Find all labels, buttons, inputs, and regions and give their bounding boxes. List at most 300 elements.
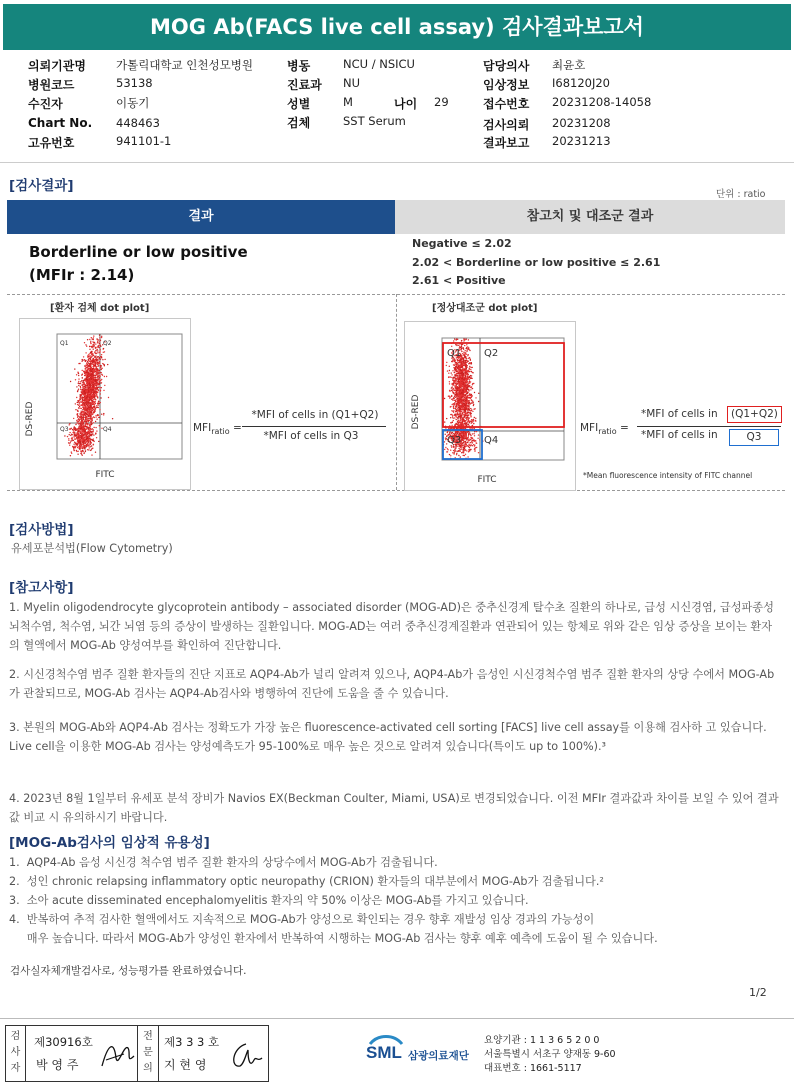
dot: [86, 392, 87, 393]
note-2: 2. 시신경척수염 범주 질환 환자들의 진단 지표로 AQP4-Ab가 널리 알려져 있으나, AQP4-Ab가 음성인 시신경척수염 범주 질환 환자의 상당 수에서 MOG-Ab가 관찰되므로, MOG-Ab 검사는 AQP4-Ab검사와 병행하여 진단에 도움을 줄 수 있습니다.: [9, 668, 775, 700]
dot: [451, 422, 452, 423]
dot: [461, 446, 462, 447]
org-address: 서울특별시 서초구 양재동 9-60: [484, 1049, 616, 1060]
dot: [93, 339, 94, 340]
dot: [88, 371, 89, 372]
dot: [91, 406, 92, 407]
dot: [80, 387, 81, 388]
dot: [460, 418, 461, 419]
patient-q4-label: Q4: [103, 426, 112, 433]
inspector-label: [6, 1026, 26, 1081]
dot: [92, 360, 93, 361]
dot: [96, 385, 97, 386]
dot: [97, 403, 98, 404]
dot: [457, 390, 458, 391]
dot: [466, 439, 467, 440]
dot: [447, 370, 448, 371]
dot: [465, 424, 466, 425]
formula2-denominator-prefix: *MFI of cells in: [641, 429, 718, 441]
dot: [459, 384, 460, 385]
dot: [83, 380, 84, 381]
dot: [89, 420, 90, 421]
dot: [455, 415, 456, 416]
dot: [456, 364, 457, 365]
dot: [83, 431, 84, 432]
dot: [468, 418, 469, 419]
control-q2-label: Q2: [484, 348, 499, 359]
dot: [94, 402, 95, 403]
dot: [473, 419, 474, 420]
dot: [73, 448, 74, 449]
dot: [99, 337, 100, 338]
dot: [455, 448, 456, 449]
dot: [96, 394, 97, 395]
dot: [102, 375, 103, 376]
dot: [97, 379, 98, 380]
dot: [467, 439, 468, 440]
dot: [464, 455, 465, 456]
dot: [91, 346, 92, 347]
dot: [96, 419, 97, 420]
dot: [81, 394, 82, 395]
label-chart-no: Chart No.: [28, 116, 93, 130]
dot: [472, 372, 473, 373]
mfi-ratio-label-2: [580, 422, 629, 436]
dot: [74, 442, 75, 443]
dot: [88, 429, 89, 430]
dot: [463, 368, 464, 369]
dot: [469, 450, 470, 451]
dot: [84, 396, 85, 397]
dot: [79, 447, 80, 448]
dot: [99, 409, 100, 410]
dot: [478, 452, 479, 453]
dot: [445, 434, 446, 435]
dot: [467, 354, 468, 355]
dot: [82, 390, 83, 391]
dot: [469, 449, 470, 450]
dot: [82, 359, 83, 360]
dot: [76, 451, 77, 452]
dot: [81, 429, 82, 430]
dot: [69, 423, 70, 424]
dot: [85, 400, 86, 401]
specialist-label-char-2: 문: [143, 1047, 153, 1058]
dot: [69, 443, 70, 444]
dot: [82, 401, 83, 402]
dot: [474, 417, 475, 418]
dot: [466, 419, 467, 420]
footer-divider: [0, 1018, 794, 1019]
dot: [96, 377, 97, 378]
dot: [90, 386, 91, 387]
dot: [469, 422, 470, 423]
dot: [458, 422, 459, 423]
dot: [470, 389, 471, 390]
dot: [463, 349, 464, 350]
dot: [446, 365, 447, 366]
dot: [87, 401, 88, 402]
dot: [90, 361, 91, 362]
value-request-date: 20231208: [552, 116, 611, 130]
header-info: [0, 56, 794, 156]
dot: [99, 387, 100, 388]
mfi-sub-2: ratio: [598, 427, 617, 437]
sml-logo: [366, 1032, 476, 1068]
dot: [99, 417, 100, 418]
dot: [92, 413, 93, 414]
dot: [77, 422, 78, 423]
dot: [462, 366, 463, 367]
label-unique-no: 고유번호: [28, 136, 75, 150]
dot: [468, 421, 469, 422]
dot: [464, 421, 465, 422]
dot: [456, 371, 457, 372]
dot: [473, 444, 474, 445]
dot: [88, 373, 89, 374]
dot: [453, 412, 454, 413]
dot: [474, 428, 475, 429]
dot: [99, 352, 100, 353]
dot: [78, 437, 79, 438]
dot: [93, 366, 94, 367]
dot: [449, 454, 450, 455]
dot: [92, 403, 93, 404]
dot: [99, 343, 100, 344]
dot: [90, 366, 91, 367]
dot: [77, 414, 78, 415]
dot: [470, 434, 471, 435]
dot: [465, 417, 466, 418]
dot: [462, 420, 463, 421]
dot: [80, 421, 81, 422]
dot: [93, 361, 94, 362]
dot: [454, 338, 455, 339]
dot: [471, 409, 472, 410]
dot: [454, 402, 455, 403]
dot: [75, 435, 76, 436]
value-ward: NCU / NSICU: [343, 57, 415, 71]
dot: [85, 368, 86, 369]
dot: [94, 357, 95, 358]
dot: [86, 446, 87, 447]
dot: [78, 389, 79, 390]
dot: [453, 406, 454, 407]
dot: [465, 411, 466, 412]
patient-q3-label: Q3: [60, 426, 69, 433]
dot: [95, 415, 96, 416]
dot: [89, 445, 90, 446]
dot: [460, 364, 461, 365]
dot: [86, 439, 87, 440]
dot: [460, 420, 461, 421]
dot: [99, 425, 100, 426]
dot: [467, 410, 468, 411]
dot: [458, 373, 459, 374]
dot: [88, 356, 89, 357]
dot: [71, 440, 72, 441]
dot: [468, 419, 469, 420]
dot: [99, 335, 100, 336]
dot: [461, 361, 462, 362]
dot: [460, 456, 461, 457]
dot: [71, 451, 72, 452]
dot: [455, 378, 456, 379]
dot: [468, 433, 469, 434]
dot: [100, 393, 101, 394]
dot: [444, 449, 445, 450]
dot: [453, 392, 454, 393]
dot: [79, 414, 80, 415]
dot: [90, 418, 91, 419]
dot: [80, 386, 81, 387]
dot: [453, 453, 454, 454]
dot: [467, 456, 468, 457]
dot: [449, 381, 450, 382]
dot: [469, 379, 470, 380]
dot: [93, 373, 94, 374]
dot: [463, 373, 464, 374]
dot: [86, 417, 87, 418]
dot: [72, 438, 73, 439]
dot: [89, 355, 90, 356]
dot: [461, 379, 462, 380]
dot: [467, 397, 468, 398]
dot: [79, 423, 80, 424]
dot: [82, 427, 83, 428]
patient-x-axis-label: FITC: [95, 470, 115, 480]
mfi-label: MFI: [193, 422, 212, 434]
dot: [82, 426, 83, 427]
dot: [93, 355, 94, 356]
dot: [99, 361, 100, 362]
dot: [473, 423, 474, 424]
dot: [103, 413, 104, 414]
value-patient: 이동기: [116, 96, 150, 110]
dot: [81, 418, 82, 419]
dot: [91, 378, 92, 379]
dot: [91, 429, 92, 430]
dot: [465, 413, 466, 414]
dot: [103, 390, 104, 391]
dot: [455, 374, 456, 375]
dot: [473, 402, 474, 403]
dot: [78, 435, 79, 436]
dot: [83, 422, 84, 423]
dot: [472, 411, 473, 412]
dot: [91, 374, 92, 375]
dot: [85, 344, 86, 345]
patient-plot-svg: [20, 319, 190, 489]
dot: [444, 421, 445, 422]
dot: [95, 416, 96, 417]
dot: [95, 348, 96, 349]
dot: [88, 379, 89, 380]
dot: [464, 432, 465, 433]
inspector-label-char-2: 사: [10, 1047, 21, 1058]
dot: [462, 449, 463, 450]
dot: [97, 383, 98, 384]
dot: [475, 418, 476, 419]
method-text: 유세포분석법(Flow Cytometry): [11, 542, 173, 555]
dot: [100, 402, 101, 403]
dot: [78, 419, 79, 420]
dot: [100, 365, 101, 366]
dot: [81, 397, 82, 398]
specialist-license: 제3 3 3 호: [164, 1035, 220, 1049]
method-section-title: [검사방법]: [9, 522, 74, 538]
dot: [468, 361, 469, 362]
dot: [77, 444, 78, 445]
dot: [461, 344, 462, 345]
dot: [457, 396, 458, 397]
dot: [77, 454, 78, 455]
dot: [93, 379, 94, 380]
dot: [453, 415, 454, 416]
dot: [97, 352, 98, 353]
dot: [100, 397, 101, 398]
dot: [459, 390, 460, 391]
dot: [462, 439, 463, 440]
dot: [462, 391, 463, 392]
dot: [462, 425, 463, 426]
dot: [466, 370, 467, 371]
dot: [73, 432, 74, 433]
dot: [464, 387, 465, 388]
dot: [457, 399, 458, 400]
label-specimen: 검체: [287, 116, 311, 130]
dot: [97, 349, 98, 350]
dot: [95, 355, 96, 356]
dot: [454, 424, 455, 425]
dot: [468, 444, 469, 445]
dot: [85, 418, 86, 419]
control-q3-label: Q3: [447, 435, 462, 446]
dot: [90, 441, 91, 442]
dot: [451, 399, 452, 400]
inspector-signature-icon: [98, 1034, 138, 1074]
dot: [458, 403, 459, 404]
dot: [88, 407, 89, 408]
value-hospital-code: 53138: [116, 76, 153, 90]
dot: [445, 447, 446, 448]
dot: [85, 431, 86, 432]
dot: [465, 441, 466, 442]
dot: [83, 402, 84, 403]
mfi-label-2: MFI: [580, 422, 599, 434]
report-title: MOG Ab(FACS live cell assay) 검사결과보고서: [3, 4, 791, 50]
dot: [474, 448, 475, 449]
dot: [457, 398, 458, 399]
dot: [475, 397, 476, 398]
dot: [69, 428, 70, 429]
dot: [82, 409, 83, 410]
dot: [457, 451, 458, 452]
dot: [464, 433, 465, 434]
dot: [91, 442, 92, 443]
dot: [474, 435, 475, 436]
dot: [95, 393, 96, 394]
dot: [90, 384, 91, 385]
label-institution: 의뢰기관명: [28, 59, 86, 73]
dot: [451, 346, 452, 347]
control-y-axis-label: DS-RED: [411, 394, 421, 430]
dot: [452, 360, 453, 361]
dot: [86, 346, 87, 347]
dot: [469, 394, 470, 395]
dot: [465, 366, 466, 367]
label-receipt-no: 접수번호: [483, 97, 530, 111]
dot: [84, 421, 85, 422]
dot: [468, 451, 469, 452]
dot: [465, 443, 466, 444]
ref-positive: 2.61 < Positive: [412, 274, 506, 287]
dot: [456, 386, 457, 387]
dot: [449, 432, 450, 433]
page-number: 1/2: [749, 986, 767, 999]
dot: [80, 439, 81, 440]
dot: [86, 421, 87, 422]
dot: [81, 447, 82, 448]
dot: [465, 449, 466, 450]
dot: [94, 388, 95, 389]
dot: [82, 433, 83, 434]
dot: [455, 414, 456, 415]
dot: [97, 356, 98, 357]
dot: [77, 447, 78, 448]
dot: [91, 417, 92, 418]
dot: [464, 345, 465, 346]
patient-q1-label: Q1: [60, 340, 69, 347]
dot: [73, 436, 74, 437]
dot: [452, 452, 453, 453]
formula-denominator: *MFI of cells in Q3: [263, 430, 359, 442]
dot: [89, 339, 90, 340]
dot: [80, 416, 81, 417]
dot: [88, 382, 89, 383]
mfi-eq: =: [233, 422, 242, 434]
dot: [475, 440, 476, 441]
dot: [94, 398, 95, 399]
dot: [472, 433, 473, 434]
dot: [89, 380, 90, 381]
dot: [92, 363, 93, 364]
dot: [461, 419, 462, 420]
dot: [459, 401, 460, 402]
dot: [458, 369, 459, 370]
dot: [457, 388, 458, 389]
dot: [94, 351, 95, 352]
results-section-title: [검사결과]: [9, 178, 74, 194]
dot: [451, 374, 452, 375]
dot: [455, 404, 456, 405]
dot: [89, 349, 90, 350]
dot: [461, 411, 462, 412]
dot: [101, 379, 102, 380]
dot: [93, 444, 94, 445]
dot: [89, 397, 90, 398]
label-doctor: 담당의사: [483, 59, 530, 73]
dot: [454, 417, 455, 418]
dot: [79, 406, 80, 407]
dot: [85, 443, 86, 444]
dot: [453, 383, 454, 384]
dot: [464, 377, 465, 378]
dot: [79, 419, 80, 420]
dot: [91, 397, 92, 398]
dot: [74, 434, 75, 435]
dot: [468, 437, 469, 438]
